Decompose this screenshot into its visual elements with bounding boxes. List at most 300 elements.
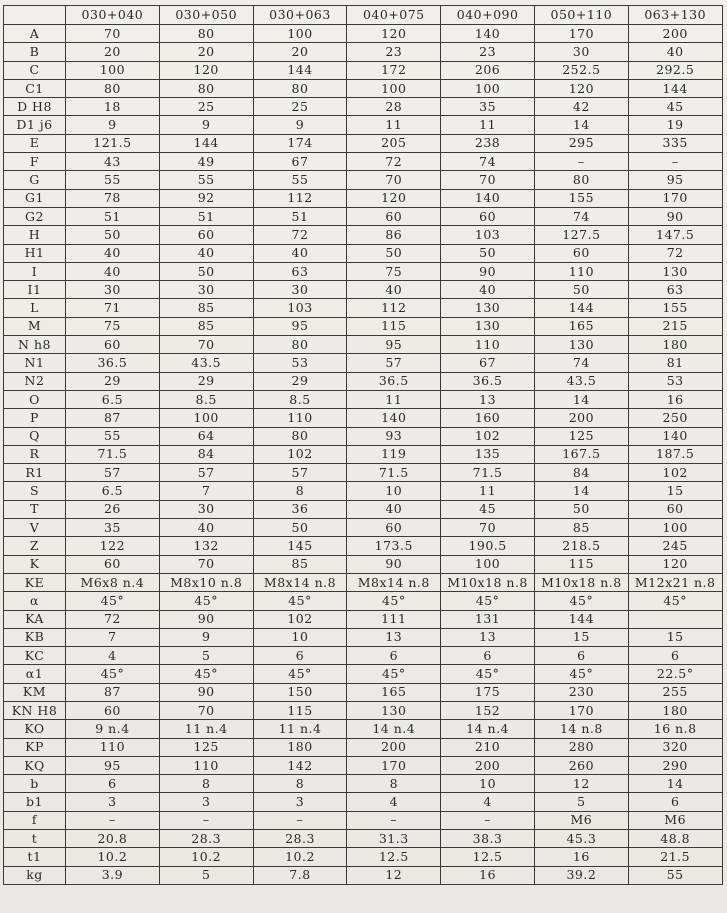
table-cell: 74 xyxy=(534,207,628,225)
table-row xyxy=(4,445,723,463)
table-cell: 10 xyxy=(253,628,347,646)
column-header: 040+075 xyxy=(347,6,441,25)
table-cell: 102 xyxy=(253,610,347,628)
table-row xyxy=(4,519,723,537)
column-header: 050+110 xyxy=(534,6,628,25)
table-cell: 130 xyxy=(534,336,628,354)
table-cell: 180 xyxy=(628,701,722,719)
table-cell: 87 xyxy=(66,409,160,427)
table-cell: 45° xyxy=(347,665,441,683)
table-cell: M6x8 n.4 xyxy=(66,573,160,591)
table-cell: 16 xyxy=(628,390,722,408)
table-cell: 45° xyxy=(534,665,628,683)
table-cell: 110 xyxy=(253,409,347,427)
corner-cell xyxy=(4,6,66,25)
table-cell: 125 xyxy=(159,738,253,756)
row-label: P xyxy=(4,409,66,427)
table-cell: – xyxy=(347,811,441,829)
table-cell: 280 xyxy=(534,738,628,756)
table-cell: 80 xyxy=(253,79,347,97)
table-cell: 85 xyxy=(159,299,253,317)
table-cell: M10x18 n.8 xyxy=(534,573,628,591)
table-row xyxy=(4,207,723,225)
row-label: N h8 xyxy=(4,336,66,354)
table-row xyxy=(4,409,723,427)
table-cell: 19 xyxy=(628,116,722,134)
table-cell: 3 xyxy=(66,793,160,811)
table-cell: 70 xyxy=(159,555,253,573)
table-cell: 110 xyxy=(534,262,628,280)
table-cell: 112 xyxy=(347,299,441,317)
table-cell: 63 xyxy=(253,262,347,280)
row-label: C xyxy=(4,61,66,79)
table-cell: 40 xyxy=(159,244,253,262)
table-cell: – xyxy=(159,811,253,829)
table-cell: 190.5 xyxy=(441,537,535,555)
row-label: V xyxy=(4,519,66,537)
table-cell: 45° xyxy=(441,592,535,610)
table-cell: 95 xyxy=(253,317,347,335)
table-cell: 90 xyxy=(159,683,253,701)
table-row xyxy=(4,25,723,43)
table-cell: 14 n.8 xyxy=(534,720,628,738)
table-cell: 72 xyxy=(253,226,347,244)
table-cell: 100 xyxy=(253,25,347,43)
row-label: KC xyxy=(4,647,66,665)
table-cell: 125 xyxy=(534,427,628,445)
table-cell: – xyxy=(441,811,535,829)
row-label: S xyxy=(4,482,66,500)
table-cell: 10.2 xyxy=(66,848,160,866)
row-label: N2 xyxy=(4,372,66,390)
table-row xyxy=(4,830,723,848)
table-cell: 130 xyxy=(441,299,535,317)
table-cell: 74 xyxy=(534,354,628,372)
table-cell: 45° xyxy=(66,592,160,610)
table-cell: 140 xyxy=(441,25,535,43)
table-cell: 81 xyxy=(628,354,722,372)
table-cell: 28.3 xyxy=(159,830,253,848)
table-cell: 3 xyxy=(253,793,347,811)
table-cell: 115 xyxy=(347,317,441,335)
table-cell: 10.2 xyxy=(253,848,347,866)
table-cell: 175 xyxy=(441,683,535,701)
table-cell: 45° xyxy=(628,592,722,610)
table-cell: 80 xyxy=(159,25,253,43)
table-cell: 85 xyxy=(159,317,253,335)
table-cell: 100 xyxy=(159,409,253,427)
table-cell: 90 xyxy=(159,610,253,628)
table-cell: 112 xyxy=(253,189,347,207)
table-cell: 144 xyxy=(534,610,628,628)
table-cell: 40 xyxy=(66,244,160,262)
table-cell: 16 n.8 xyxy=(628,720,722,738)
row-label: α1 xyxy=(4,665,66,683)
table-cell: 84 xyxy=(159,445,253,463)
table-cell: 70 xyxy=(441,171,535,189)
row-label: KM xyxy=(4,683,66,701)
table-cell: 30 xyxy=(534,43,628,61)
table-cell: 144 xyxy=(628,79,722,97)
table-cell: 130 xyxy=(347,701,441,719)
column-header: 030+063 xyxy=(253,6,347,25)
table-cell: 103 xyxy=(441,226,535,244)
table-cell: 155 xyxy=(628,299,722,317)
row-label: O xyxy=(4,390,66,408)
table-cell: 13 xyxy=(441,390,535,408)
table-cell: M6 xyxy=(534,811,628,829)
row-label: D H8 xyxy=(4,98,66,116)
table-cell: 142 xyxy=(253,756,347,774)
table-cell: 60 xyxy=(347,207,441,225)
table-cell: 60 xyxy=(66,336,160,354)
table-cell: 18 xyxy=(66,98,160,116)
table-cell: M6 xyxy=(628,811,722,829)
table-cell: 6 xyxy=(628,647,722,665)
table-cell: 45 xyxy=(441,500,535,518)
table-row xyxy=(4,592,723,610)
table-cell: 28.3 xyxy=(253,830,347,848)
table-cell: 57 xyxy=(66,464,160,482)
table-cell: 100 xyxy=(441,79,535,97)
table-cell: 170 xyxy=(534,701,628,719)
table-cell: 29 xyxy=(66,372,160,390)
table-cell: 75 xyxy=(66,317,160,335)
table-row xyxy=(4,354,723,372)
table-row xyxy=(4,171,723,189)
table-cell: 119 xyxy=(347,445,441,463)
table-cell: 53 xyxy=(628,372,722,390)
row-label: KQ xyxy=(4,756,66,774)
table-cell: 10 xyxy=(441,775,535,793)
table-cell: 170 xyxy=(628,189,722,207)
table-cell: 200 xyxy=(534,409,628,427)
table-cell: 55 xyxy=(66,427,160,445)
table-cell: 20 xyxy=(66,43,160,61)
table-row xyxy=(4,262,723,280)
row-label: R1 xyxy=(4,464,66,482)
table-row xyxy=(4,43,723,61)
table-cell: 14 xyxy=(628,775,722,793)
table-cell: 72 xyxy=(628,244,722,262)
table-cell: 40 xyxy=(159,519,253,537)
table-cell: 42 xyxy=(534,98,628,116)
row-label: E xyxy=(4,134,66,152)
table-cell: 111 xyxy=(347,610,441,628)
table-cell: 102 xyxy=(628,464,722,482)
table-cell: 55 xyxy=(66,171,160,189)
table-cell: 20 xyxy=(159,43,253,61)
table-cell: 144 xyxy=(253,61,347,79)
table-cell: 39.2 xyxy=(534,866,628,884)
table-cell: 28 xyxy=(347,98,441,116)
table-cell: 86 xyxy=(347,226,441,244)
table-cell: 9 n.4 xyxy=(66,720,160,738)
table-cell: 15 xyxy=(534,628,628,646)
table-cell: 26 xyxy=(66,500,160,518)
table-cell: 206 xyxy=(441,61,535,79)
table-cell: 252.5 xyxy=(534,61,628,79)
table-cell: 60 xyxy=(66,701,160,719)
table-cell: 16 xyxy=(534,848,628,866)
table-cell: 14 xyxy=(534,116,628,134)
table-cell: 120 xyxy=(159,61,253,79)
table-cell: 5 xyxy=(159,647,253,665)
table-cell: 60 xyxy=(628,500,722,518)
table-row xyxy=(4,848,723,866)
table-cell: 60 xyxy=(441,207,535,225)
table-cell: 70 xyxy=(159,336,253,354)
table-cell: 45° xyxy=(253,592,347,610)
table-cell: 9 xyxy=(159,628,253,646)
table-cell: 60 xyxy=(347,519,441,537)
table-cell: 36 xyxy=(253,500,347,518)
table-cell: 12 xyxy=(534,775,628,793)
table-cell: 50 xyxy=(253,519,347,537)
table-cell: 80 xyxy=(66,79,160,97)
table-cell: 6.5 xyxy=(66,482,160,500)
table-cell: 238 xyxy=(441,134,535,152)
table-cell: 57 xyxy=(253,464,347,482)
table-cell: 45° xyxy=(534,592,628,610)
row-label: N1 xyxy=(4,354,66,372)
table-cell: – xyxy=(253,811,347,829)
table-cell: 72 xyxy=(66,610,160,628)
table-cell: 290 xyxy=(628,756,722,774)
table-cell: 50 xyxy=(66,226,160,244)
table-row xyxy=(4,226,723,244)
table-cell: 200 xyxy=(628,25,722,43)
table-cell: 45° xyxy=(441,665,535,683)
table-cell: 174 xyxy=(253,134,347,152)
table-cell: 180 xyxy=(628,336,722,354)
table-cell: 35 xyxy=(441,98,535,116)
table-cell: 144 xyxy=(159,134,253,152)
table-cell: 210 xyxy=(441,738,535,756)
table-cell: 45.3 xyxy=(534,830,628,848)
table-cell: M8x10 n.8 xyxy=(159,573,253,591)
table-cell: 102 xyxy=(253,445,347,463)
row-label: KA xyxy=(4,610,66,628)
table-row xyxy=(4,683,723,701)
table-cell: 95 xyxy=(66,756,160,774)
table-cell: 63 xyxy=(628,281,722,299)
table-cell: 7 xyxy=(66,628,160,646)
table-cell: 4 xyxy=(347,793,441,811)
table-cell: 53 xyxy=(253,354,347,372)
table-cell: 110 xyxy=(159,756,253,774)
table-cell xyxy=(628,610,722,628)
table-cell: 140 xyxy=(347,409,441,427)
table-cell: 60 xyxy=(66,555,160,573)
table-cell: 71.5 xyxy=(66,445,160,463)
table-row xyxy=(4,628,723,646)
table-cell: 13 xyxy=(347,628,441,646)
table-cell: 80 xyxy=(159,79,253,97)
table-cell: 147.5 xyxy=(628,226,722,244)
table-cell: 320 xyxy=(628,738,722,756)
table-cell: 15 xyxy=(628,482,722,500)
table-cell: 230 xyxy=(534,683,628,701)
row-label: D1 j6 xyxy=(4,116,66,134)
table-cell: 45° xyxy=(347,592,441,610)
table-cell: – xyxy=(628,153,722,171)
dimension-table xyxy=(3,5,723,885)
table-row xyxy=(4,537,723,555)
table-cell: 260 xyxy=(534,756,628,774)
table-cell: 71.5 xyxy=(347,464,441,482)
table-cell: 13 xyxy=(441,628,535,646)
table-cell: 200 xyxy=(347,738,441,756)
table-cell: 122 xyxy=(66,537,160,555)
table-cell: 40 xyxy=(347,500,441,518)
table-cell: M8x14 n.8 xyxy=(253,573,347,591)
table-row xyxy=(4,299,723,317)
table-cell: 12 xyxy=(347,866,441,884)
table-cell: 36.5 xyxy=(66,354,160,372)
table-cell: 51 xyxy=(66,207,160,225)
table-row xyxy=(4,720,723,738)
table-cell: 10 xyxy=(347,482,441,500)
table-cell: 20 xyxy=(253,43,347,61)
table-cell: 55 xyxy=(159,171,253,189)
table-cell: 152 xyxy=(441,701,535,719)
table-cell: 8 xyxy=(347,775,441,793)
table-cell: 5 xyxy=(534,793,628,811)
row-label: KN H8 xyxy=(4,701,66,719)
table-cell: – xyxy=(66,811,160,829)
table-cell: 57 xyxy=(159,464,253,482)
table-cell: 160 xyxy=(441,409,535,427)
table-cell: 95 xyxy=(628,171,722,189)
table-cell: 50 xyxy=(159,262,253,280)
table-cell: 45° xyxy=(159,665,253,683)
table-cell: 11 n.4 xyxy=(253,720,347,738)
table-cell: 31.3 xyxy=(347,830,441,848)
row-label: B xyxy=(4,43,66,61)
table-cell: 9 xyxy=(159,116,253,134)
table-cell: 150 xyxy=(253,683,347,701)
table-cell: 84 xyxy=(534,464,628,482)
table-cell: M8x14 n.8 xyxy=(347,573,441,591)
table-row xyxy=(4,281,723,299)
column-header: 030+050 xyxy=(159,6,253,25)
table-cell: 120 xyxy=(534,79,628,97)
table-cell: 218.5 xyxy=(534,537,628,555)
table-cell: 100 xyxy=(66,61,160,79)
row-label: KO xyxy=(4,720,66,738)
table-cell: 6 xyxy=(66,775,160,793)
table-cell: 6 xyxy=(253,647,347,665)
table-cell: 80 xyxy=(534,171,628,189)
table-row xyxy=(4,116,723,134)
table-cell: 87 xyxy=(66,683,160,701)
table-cell: 144 xyxy=(534,299,628,317)
row-label: L xyxy=(4,299,66,317)
table-cell: 9 xyxy=(66,116,160,134)
table-cell: 130 xyxy=(628,262,722,280)
table-cell: 121.5 xyxy=(66,134,160,152)
row-label: b1 xyxy=(4,793,66,811)
row-label: F xyxy=(4,153,66,171)
table-body xyxy=(4,25,723,885)
table-cell: 50 xyxy=(441,244,535,262)
row-label: Q xyxy=(4,427,66,445)
table-cell: 7.8 xyxy=(253,866,347,884)
table-cell: 70 xyxy=(441,519,535,537)
table-cell: 10.2 xyxy=(159,848,253,866)
table-cell: 145 xyxy=(253,537,347,555)
table-row xyxy=(4,98,723,116)
table-cell: 30 xyxy=(159,500,253,518)
table-cell: 14 n.4 xyxy=(441,720,535,738)
table-cell: 4 xyxy=(441,793,535,811)
table-cell: 85 xyxy=(253,555,347,573)
table-cell: 71 xyxy=(66,299,160,317)
table-cell: 14 xyxy=(534,390,628,408)
table-cell: 170 xyxy=(347,756,441,774)
table-cell: 167.5 xyxy=(534,445,628,463)
table-cell: 9 xyxy=(253,116,347,134)
table-cell: 11 xyxy=(347,390,441,408)
table-row xyxy=(4,738,723,756)
table-cell: 90 xyxy=(441,262,535,280)
table-cell: 36.5 xyxy=(347,372,441,390)
table-cell: 3.9 xyxy=(66,866,160,884)
table-cell: 250 xyxy=(628,409,722,427)
table-cell: 90 xyxy=(347,555,441,573)
row-label: K xyxy=(4,555,66,573)
table-row xyxy=(4,500,723,518)
table-row xyxy=(4,464,723,482)
table-cell: 50 xyxy=(534,500,628,518)
table-cell: 11 xyxy=(441,482,535,500)
table-cell: 6 xyxy=(534,647,628,665)
table-cell: 70 xyxy=(159,701,253,719)
table-cell: 115 xyxy=(253,701,347,719)
table-cell: 5 xyxy=(159,866,253,884)
table-cell: 100 xyxy=(441,555,535,573)
table-cell: 255 xyxy=(628,683,722,701)
row-label: H xyxy=(4,226,66,244)
table-cell: 16 xyxy=(441,866,535,884)
table-cell: 295 xyxy=(534,134,628,152)
table-cell: 40 xyxy=(253,244,347,262)
column-header: 063+130 xyxy=(628,6,722,25)
table-cell: 205 xyxy=(347,134,441,152)
table-cell: 3 xyxy=(159,793,253,811)
table-cell: 40 xyxy=(66,262,160,280)
table-cell: 140 xyxy=(628,427,722,445)
table-cell: 7 xyxy=(159,482,253,500)
table-cell: 25 xyxy=(159,98,253,116)
table-cell: 103 xyxy=(253,299,347,317)
table-cell: 50 xyxy=(534,281,628,299)
table-cell: 6 xyxy=(347,647,441,665)
table-cell: 8 xyxy=(253,482,347,500)
table-row xyxy=(4,153,723,171)
row-label: t xyxy=(4,830,66,848)
table-cell: 45° xyxy=(253,665,347,683)
table-cell: 8.5 xyxy=(253,390,347,408)
table-cell: 23 xyxy=(347,43,441,61)
table-cell: 70 xyxy=(66,25,160,43)
table-cell: 11 n.4 xyxy=(159,720,253,738)
table-cell: 135 xyxy=(441,445,535,463)
row-label: M xyxy=(4,317,66,335)
table-cell: 115 xyxy=(534,555,628,573)
table-cell: 40 xyxy=(628,43,722,61)
